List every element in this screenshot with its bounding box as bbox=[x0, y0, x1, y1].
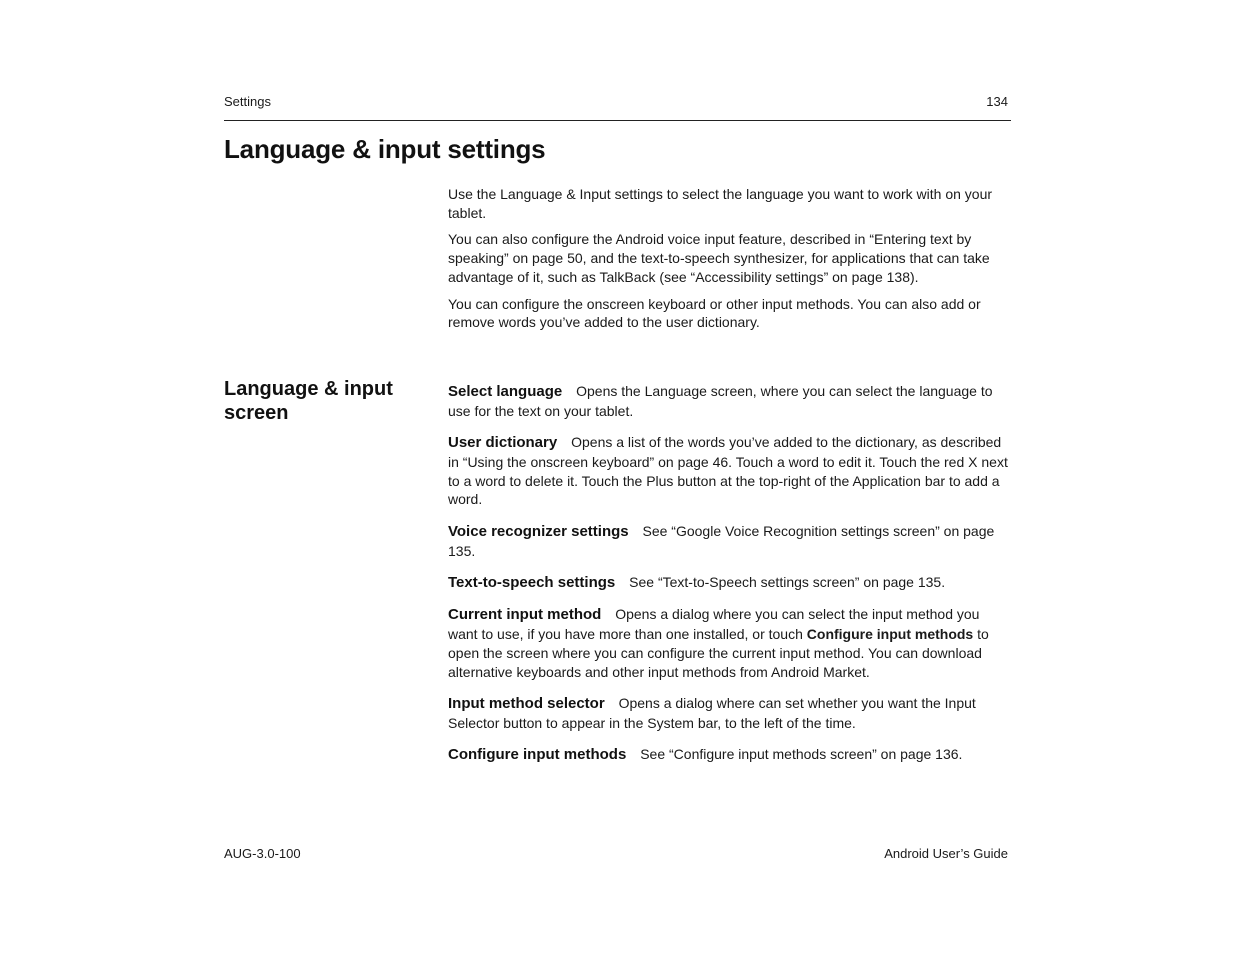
definition-text: Opens a list of the words you’ve added to the dictionary, as described in “Using the onscreen keyboard” on page 46. Touch a word to edit it. Touch the red X next to a word to delete it. Touch the Plus button at the top-right of the Application bar to add a word. bbox=[448, 434, 1008, 508]
definition-term: User dictionary bbox=[448, 434, 558, 452]
header-page-number: 134 bbox=[986, 94, 1008, 109]
definition-item bbox=[448, 522, 1011, 561]
definition-list bbox=[448, 382, 1011, 777]
definition-term: Text-to-speech settings bbox=[448, 573, 616, 591]
intro-text bbox=[448, 185, 1011, 340]
definition-text: See “Text-to-Speech settings screen” on page 135. bbox=[629, 573, 946, 590]
running-footer bbox=[224, 846, 1011, 866]
definition-text: Opens a dialog where you can select the input method you want to use, if you have more than one installed, or touch bbox=[448, 606, 980, 642]
page-title: Language & input settings bbox=[224, 134, 546, 164]
definition-term: Voice recognizer settings bbox=[448, 522, 629, 540]
definition-item bbox=[448, 382, 1011, 421]
header-rule bbox=[224, 120, 1011, 121]
intro-paragraph: You can configure the onscreen keyboard or other input methods. You can also add or remove words you’ve added to the user dictionary. bbox=[448, 295, 981, 331]
definition-term: Select language bbox=[448, 383, 563, 400]
definition-text: Opens the Language screen, where you can select the language to use for the text on your tablet. bbox=[448, 383, 993, 419]
definition-term: Input method selector bbox=[448, 694, 605, 712]
footer-doc-id: AUG-3.0-100 bbox=[224, 846, 301, 861]
definition-text: Opens a dialog where can set whether you want the Input Selector button to appear in the System bar, to the left of the time. bbox=[448, 694, 976, 731]
definition-text: to open the screen where you can configure the current input method. You can download alternative keyboards and other input methods from Android Market. bbox=[448, 625, 989, 680]
definition-item bbox=[448, 433, 1011, 509]
definition-item bbox=[448, 573, 1011, 593]
definition-text: See “Google Voice Recognition settings screen” on page 135. bbox=[448, 522, 995, 559]
footer-guide-title: Android User’s Guide bbox=[884, 846, 1008, 861]
definition-item bbox=[448, 605, 1011, 681]
header-section-name: Settings bbox=[224, 94, 271, 109]
definition-item bbox=[448, 694, 1011, 733]
running-header bbox=[224, 94, 1011, 114]
section-heading: Language & input screen bbox=[224, 378, 393, 424]
intro-paragraph: You can also configure the Android voice input feature, described in “Entering text by speaking” on page 50, and the text-to-speech synthesizer, for applications that can take advantage of it, such as TalkBack (see “Accessibility settings” on page 138). bbox=[448, 231, 990, 285]
document-page bbox=[224, 0, 1011, 954]
definition-term: Configure input methods bbox=[448, 745, 627, 763]
intro-paragraph: Use the Language & Input settings to select the language you want to work with on your tablet. bbox=[448, 186, 993, 221]
definition-text: See “Configure input methods screen” on page 136. bbox=[640, 745, 963, 762]
definition-term: Current input method bbox=[448, 606, 602, 624]
definition-inline-term: Configure input methods bbox=[806, 625, 974, 642]
definition-item bbox=[448, 745, 1011, 765]
